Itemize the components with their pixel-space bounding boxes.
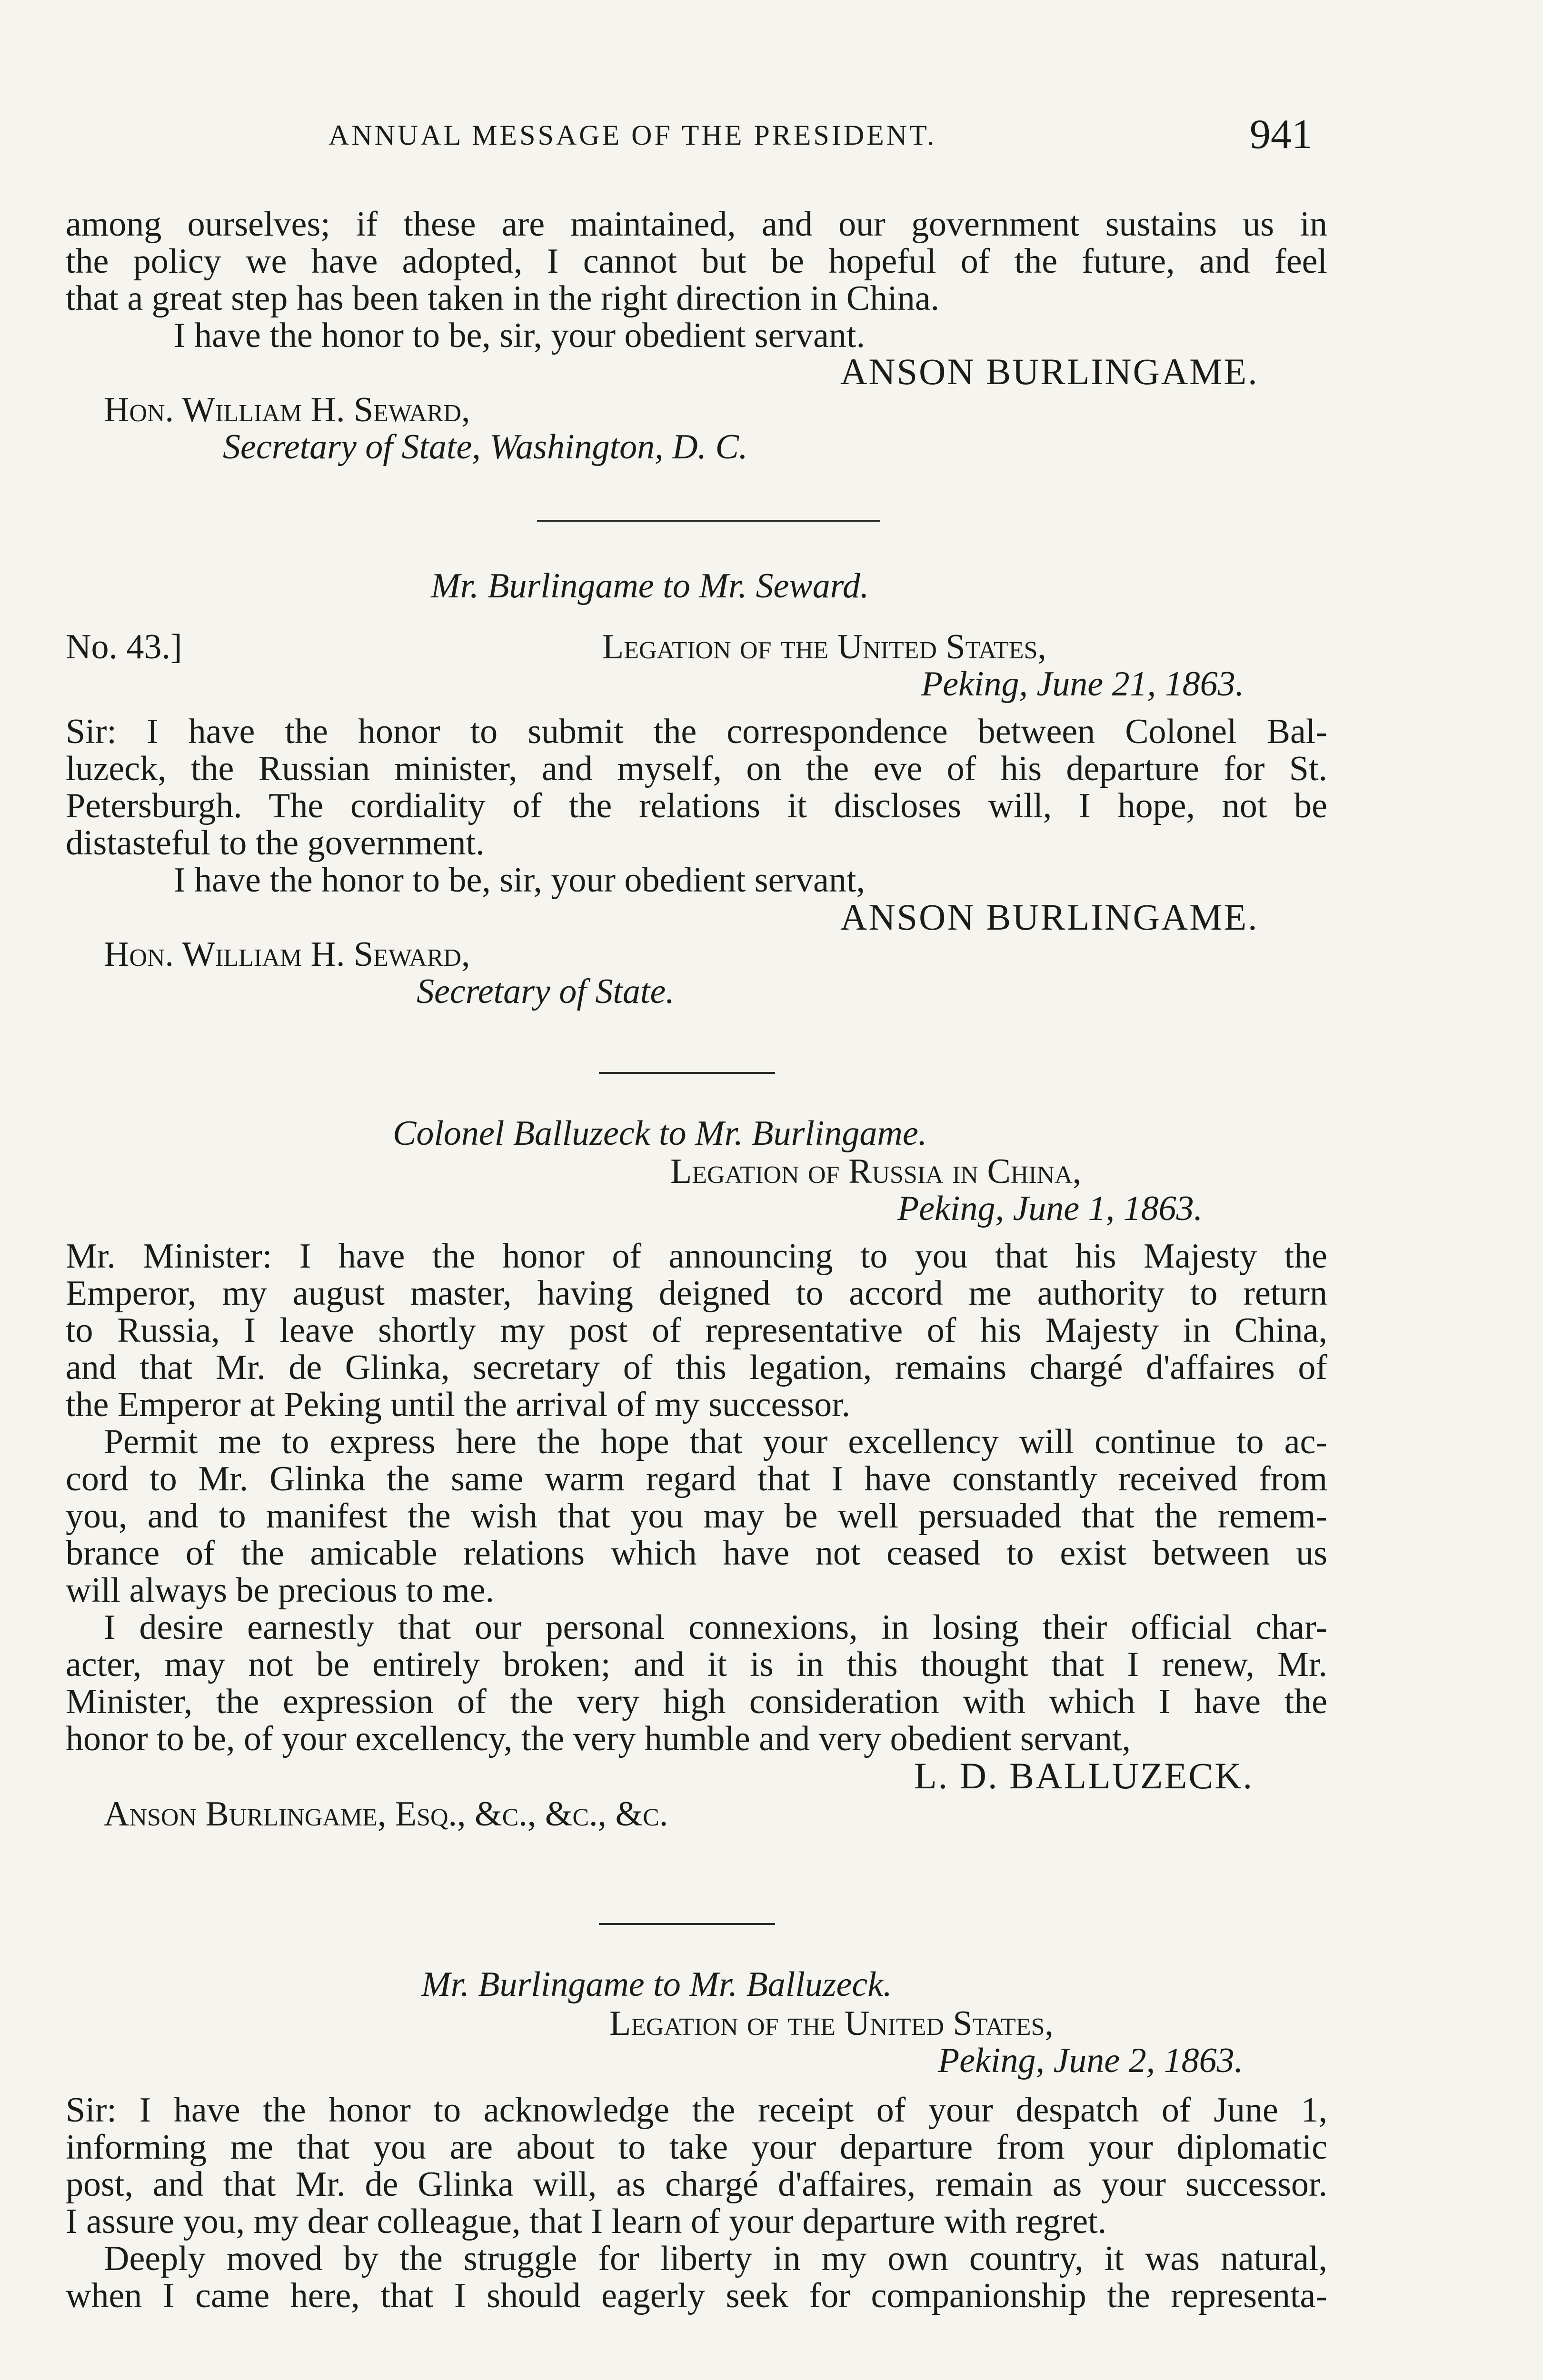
paragraph-line: cord to Mr. Glinka the same warm regard that I have constantly received from (66, 1459, 1327, 1498)
place-date: Peking, June 21, 1863. (921, 664, 1244, 704)
section-divider (537, 520, 880, 522)
addressee-title: Secretary of State. (417, 972, 675, 1011)
paragraph-line: post, and that Mr. de Glinka will, as chargé d'affaires, remain as your successor. (66, 2165, 1327, 2204)
paragraph-line: I desire earnestly that our personal connexions, in losing their official char- (104, 1608, 1327, 1647)
despatch-number: No. 43.] (66, 627, 182, 666)
paragraph-line: the Emperor at Peking until the arrival of my successor. (66, 1385, 851, 1424)
paragraph-line: Emperor, my august master, having deigned to accord me authority to return (66, 1274, 1327, 1313)
paragraph-line: acter, may not be entirely broken; and it is in this thought that I renew, Mr. (66, 1645, 1327, 1684)
paragraph-line: I assure you, my dear colleague, that I learn of your departure with regret. (66, 2202, 1107, 2241)
paragraph-line: Minister, the expression of the very high consideration with which I have the (66, 1682, 1327, 1721)
letter-heading: Mr. Burlingame to Mr. Balluzeck. (421, 1965, 892, 2004)
paragraph-line: that a great step has been taken in the right direction in China. (66, 279, 940, 318)
paragraph-line: Sir: I have the honor to submit the correspondence between Colonel Bal- (66, 712, 1327, 751)
paragraph-line: and that Mr. de Glinka, secretary of this legation, remains chargé d'affaires of (66, 1348, 1327, 1387)
paragraph-line: to Russia, I leave shortly my post of representative of his Majesty in China, (66, 1311, 1327, 1350)
legation-line: Legation of the United States, (602, 627, 1046, 666)
legation-line: Legation of Russia in China, (670, 1152, 1082, 1191)
paragraph-line: Deeply moved by the struggle for liberty in my own country, it was natural, (104, 2239, 1327, 2278)
paragraph-line: Mr. Minister: I have the honor of announcing to you that his Majesty the (66, 1237, 1327, 1276)
signature: ANSON BURLINGAME. (840, 896, 1259, 938)
paragraph-line: will always be precious to me. (66, 1571, 495, 1610)
paragraph-line: honor to be, of your excellency, the very humble and very obedient servant, (66, 1719, 1131, 1758)
paragraph-line: Petersburgh. The cordiality of the relations it discloses will, I hope, not be (66, 786, 1327, 825)
paragraph-line: Permit me to express here the hope that your excellency will continue to ac- (104, 1422, 1327, 1461)
addressee-name: Hon. William H. Seward, (104, 390, 470, 429)
paragraph-line: Sir: I have the honor to acknowledge the receipt of your despatch of June 1, (66, 2091, 1327, 2130)
section-divider (599, 1072, 775, 1074)
signature: ANSON BURLINGAME. (840, 351, 1259, 392)
paragraph-line: distasteful to the government. (66, 823, 485, 863)
paragraph-line: you, and to manifest the wish that you may be well persuaded that the remem- (66, 1497, 1327, 1536)
running-header-title: ANNUAL MESSAGE OF THE PRESIDENT. (329, 119, 937, 151)
letter-heading: Mr. Burlingame to Mr. Seward. (431, 566, 869, 605)
paragraph-line: brance of the amicable relations which have not ceased to exist between us (66, 1534, 1327, 1573)
addressee-name: Hon. William H. Seward, (104, 935, 470, 974)
addressee-title: Secretary of State, Washington, D. C. (223, 427, 748, 466)
addressee: Anson Burlingame, Esq., &c., &c., &c. (104, 1795, 668, 1834)
closing-line: I have the honor to be, sir, your obedient servant, (174, 861, 865, 900)
closing-line: I have the honor to be, sir, your obedient servant. (174, 316, 865, 355)
place-date: Peking, June 1, 1863. (897, 1189, 1203, 1228)
section-divider (599, 1923, 775, 1925)
signature: L. D. BALLUZECK. (914, 1755, 1254, 1796)
page-number: 941 (1250, 111, 1313, 158)
paragraph-line: the policy we have adopted, I cannot but be hopeful of the future, and feel (66, 242, 1327, 281)
place-date: Peking, June 2, 1863. (938, 2041, 1244, 2080)
paragraph-line: informing me that you are about to take your departure from your diplomatic (66, 2128, 1327, 2167)
legation-line: Legation of the United States, (609, 2004, 1054, 2043)
paragraph-line: luzeck, the Russian minister, and myself, on the eve of his departure for St. (66, 749, 1327, 788)
paragraph-line: when I came here, that I should eagerly seek for companionship the representa- (66, 2276, 1327, 2315)
letter-heading: Colonel Balluzeck to Mr. Burlingame. (393, 1114, 927, 1153)
paragraph-line: among ourselves; if these are maintained, and our government sustains us in (66, 205, 1327, 244)
